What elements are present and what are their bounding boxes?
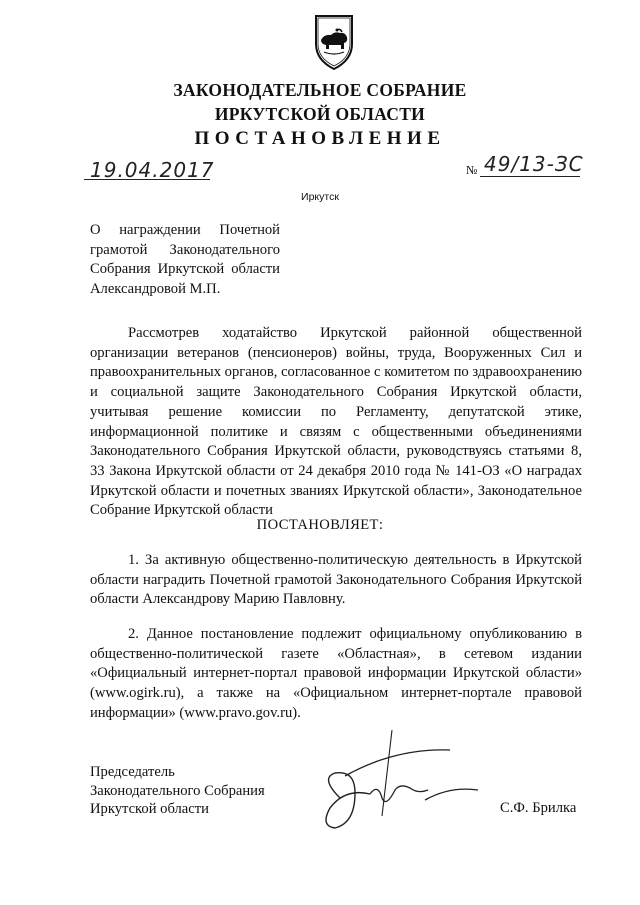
- preamble-paragraph: Рассмотрев ходатайство Иркутской районной общественной организации ветеранов (пенсионеров) войны, труда, Вооруженных Сил и правоохранительных органов, согласованное с комитетом по здравоохранению и социальной защите Законодательного Собрания Иркутской области, учитывая решение комиссии по Регламенту, депутатской этике, информационной политике и связям с общественными объединениями Законодательного Собрания Иркутской области, руководствуясь статьями 8, 33 Закона Иркутской области от 24 декабря 2010 года № 141-ОЗ «О наградах Иркутской области и почетных званиях Иркутской области», Законодательное Собрание Иркутской области: [90, 325, 582, 519]
- handwritten-signature: [300, 728, 500, 838]
- number-underline: [480, 176, 580, 177]
- signatory-title-line2: Законодательного Собрания: [90, 782, 265, 799]
- organization-name-line2: ИРКУТСКОЙ ОБЛАСТИ: [214, 104, 426, 124]
- document-type-title: ПОСТАНОВЛЕНИЕ: [194, 128, 446, 149]
- document-number: 49/13-ЗС: [484, 152, 584, 176]
- number-label: №: [466, 163, 478, 177]
- date-underline: [84, 179, 210, 180]
- coat-of-arms-emblem: [304, 14, 364, 72]
- signatory-title: [90, 763, 265, 819]
- signatory-title-line3: Иркутской области: [90, 801, 209, 818]
- item-1-paragraph: 1. За активную общественно-политическую деятельность в Иркутской области наградить Почетной грамотой Законодательного Собрания Иркутской области Александрову Марию Павловну.: [90, 552, 582, 608]
- item-2-paragraph: 2. Данное постановление подлежит официальному опубликованию в общественно-политической газете «Областная», в сетевом издании «Официальный интернет-портал правовой информации Иркутской области» (www.ogirk.ru), а также на «Официальном интернет-портале правовой информации» (www.pravo.gov.ru).: [90, 626, 582, 721]
- decree-heading: ПОСТАНОВЛЯЕТ:: [256, 517, 384, 533]
- organization-name-line1: ЗАКОНОДАТЕЛЬНОЕ СОБРАНИЕ: [173, 80, 467, 100]
- signatory-title-line1: Председатель: [90, 764, 175, 780]
- signatory-name: С.Ф. Брилка: [500, 800, 577, 816]
- document-subject: О награждении Почетной грамотой Законодательного Собрания Иркутской области Александровой М.П.: [90, 222, 280, 298]
- document-date: 19.04.2017: [90, 158, 215, 182]
- city-name: Иркутск: [301, 191, 339, 203]
